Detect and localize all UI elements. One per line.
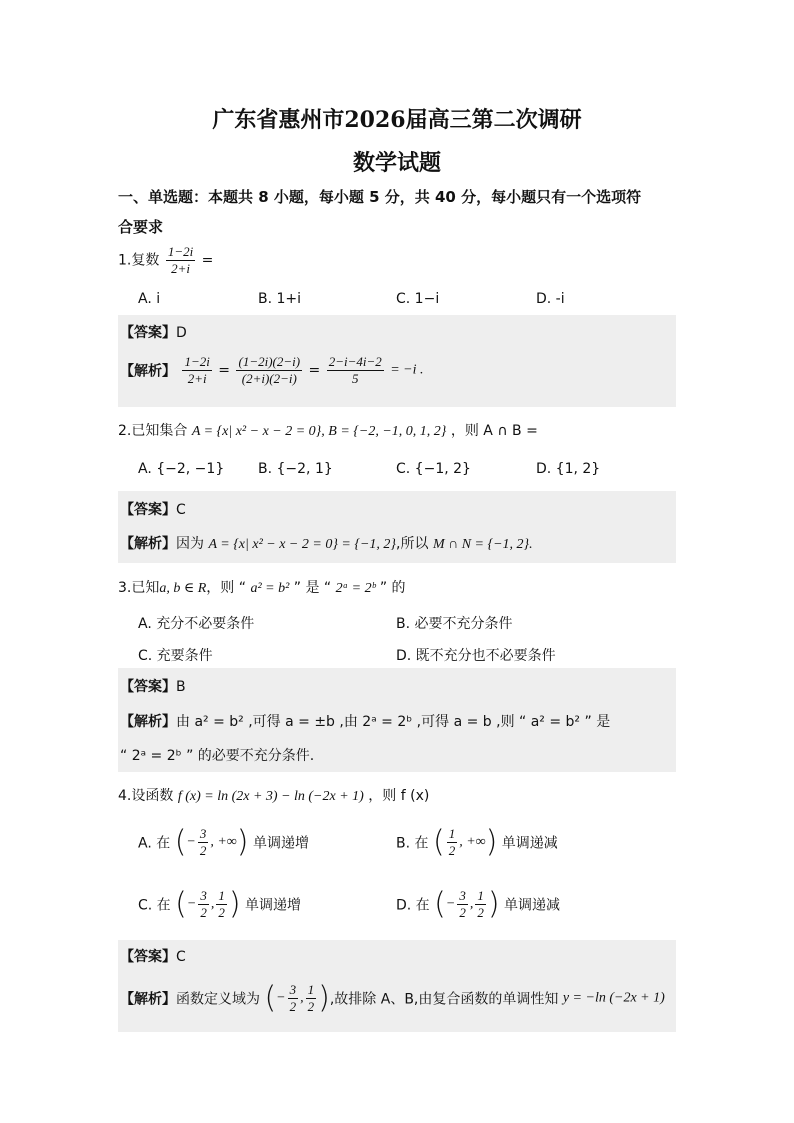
q3-expr2: 2ᵃ = 2ᵇ bbox=[335, 581, 376, 596]
q4-d-n2: 1 bbox=[477, 888, 484, 903]
q4-a-post: 单调递增 bbox=[252, 835, 309, 852]
q3-option-b: B. 必要不充分条件 bbox=[396, 616, 513, 632]
q4-c-n2: 1 bbox=[218, 888, 225, 903]
q4-b-d: 2 bbox=[448, 843, 456, 858]
q1-an-frac2 bbox=[236, 354, 302, 387]
q1-an-frac1 bbox=[182, 354, 211, 387]
q4-c-post: 单调递增 bbox=[244, 897, 301, 914]
document-subtitle: 数学试题 bbox=[352, 150, 441, 176]
q2-an-a: 因为 bbox=[176, 536, 204, 552]
q4-d-pre: D. 在 bbox=[396, 897, 430, 914]
question-2 bbox=[118, 420, 538, 440]
q4-analysis: 【解析】函数定义域为 (− $\frac{3}{2}$ , $\frac{1}{2}$ ),故排除 A、B,由复合函数的单调性知 y = −ln (−2x + 1) bbox=[120, 980, 665, 1016]
q2-an-c: ,所以 bbox=[396, 536, 429, 552]
q3-mid3: ” 的 bbox=[379, 580, 406, 596]
paren-left: ( bbox=[174, 824, 187, 860]
q2-option-d: D. {1, 2} bbox=[536, 461, 601, 477]
answer-label: 【答案】 bbox=[120, 679, 176, 695]
paren-right: ) bbox=[318, 980, 330, 1016]
q4-d-n1: 3 bbox=[459, 888, 466, 903]
q1-option-a: A. i bbox=[138, 291, 161, 307]
q4-d-frac1 bbox=[457, 888, 468, 921]
q4-b-n: 1 bbox=[448, 826, 456, 841]
document-title: 广东省惠州市2026届高三第二次调研 bbox=[212, 107, 582, 133]
q3-mid2: ” 是 “ bbox=[293, 580, 332, 596]
q3-an-line1: 由 a² = b² ,可得 a = ±b ,由 2ᵃ = 2ᵇ ,可得 a = b ,则 “ a² = b² ” 是 bbox=[176, 714, 611, 730]
q1-an-f3d: 5 bbox=[351, 371, 359, 386]
q4-c-frac1 bbox=[198, 888, 209, 921]
q3-answer bbox=[120, 676, 186, 696]
q1-option-b: B. 1+i bbox=[258, 291, 302, 307]
paren-right: ) bbox=[485, 824, 498, 860]
q4-b-pre: B. 在 bbox=[396, 835, 429, 852]
q3-analysis-cont: “ 2ᵃ = 2ᵇ ” 的必要不充分条件. bbox=[120, 748, 315, 764]
paren-left: ( bbox=[432, 824, 445, 860]
q1-answer bbox=[120, 322, 187, 342]
q4-an-n2: 1 bbox=[307, 982, 315, 997]
answer-label: 【答案】 bbox=[120, 502, 176, 518]
q4-c-n1: 3 bbox=[200, 888, 207, 903]
q4-an-b: ,故排除 A、B,由复合函数的单调性知 bbox=[329, 991, 559, 1008]
analysis-label: 【解析】 bbox=[120, 714, 176, 730]
q1-an-f3n: 2−i−4i−2 bbox=[328, 354, 382, 369]
q4-a-n: 3 bbox=[199, 826, 207, 841]
q2-set-a: A = {x| x² − x − 2 = 0} bbox=[191, 424, 322, 439]
q1-an-f1n: 1−2i bbox=[184, 354, 210, 369]
q4-c-d1: 2 bbox=[200, 905, 207, 920]
paren-left: ( bbox=[434, 886, 446, 922]
q4-a-d: 2 bbox=[199, 843, 207, 858]
q1-an-f1d: 2+i bbox=[187, 371, 207, 386]
q2-option-b: B. {−2, 1} bbox=[258, 461, 333, 477]
q1-option-c: C. 1−i bbox=[396, 291, 440, 307]
q4-an-a: 函数定义域为 bbox=[176, 991, 260, 1008]
q3-option-d: D. 既不充分也不必要条件 bbox=[396, 648, 556, 664]
q2-ask: ，则 A ∩ B = bbox=[450, 423, 538, 439]
q3-option-a: A. 充分不必要条件 bbox=[138, 616, 255, 632]
q4-answer-value: C bbox=[176, 949, 186, 965]
q2-option-a: A. {−2, −1} bbox=[138, 461, 225, 477]
question-3 bbox=[118, 577, 406, 597]
q2-analysis bbox=[120, 533, 533, 553]
q1-an-f2d: (2+i)(2−i) bbox=[241, 371, 297, 386]
q4-b-frac bbox=[447, 826, 458, 859]
q3-mid1: ，则 “ bbox=[206, 580, 246, 596]
q4-option-a: A. 在 (− $\frac{3}{2}$ , +∞) 单调递增 bbox=[138, 824, 309, 860]
q4-a-rest: , +∞ bbox=[210, 834, 237, 850]
answer-label: 【答案】 bbox=[120, 949, 176, 965]
q4-d-post: 单调递减 bbox=[503, 897, 560, 914]
q2-option-c: C. {−1, 2} bbox=[396, 461, 471, 477]
q4-an-frac2 bbox=[306, 982, 317, 1015]
q1-answer-value: D bbox=[176, 325, 187, 341]
answer-label: 【答案】 bbox=[120, 325, 176, 341]
question-1 bbox=[118, 244, 213, 277]
q4-d-frac2 bbox=[475, 888, 486, 921]
paren-left: ( bbox=[175, 886, 187, 922]
q4-b-post: 单调递减 bbox=[501, 835, 558, 852]
q4-an-c: y = −ln (−2x + 1) bbox=[562, 990, 665, 1006]
q4-an-n1: 3 bbox=[289, 982, 297, 997]
q2-an-b: A = {x| x² − x − 2 = 0} = {−1, 2} bbox=[208, 537, 397, 552]
q2-set-b: , B = {−2, −1, 0, 1, 2} bbox=[321, 424, 447, 439]
q1-analysis bbox=[120, 354, 424, 387]
q1-eq: = bbox=[201, 252, 214, 269]
q3-prefix: 3.已知 bbox=[118, 580, 160, 596]
q1-an-eq2: = bbox=[308, 362, 321, 379]
q4-c-pre: C. 在 bbox=[138, 897, 171, 914]
q1-an-f2n: (1−2i)(2−i) bbox=[238, 354, 301, 369]
q1-frac-den: 2+i bbox=[171, 261, 190, 276]
q4-b-rest: , +∞ bbox=[459, 834, 486, 850]
q4-d-d2: 2 bbox=[477, 905, 484, 920]
paren-right: ) bbox=[236, 824, 249, 860]
analysis-label: 【解析】 bbox=[120, 991, 176, 1008]
q3-answer-value: B bbox=[176, 679, 186, 695]
q1-an-frac3 bbox=[327, 354, 384, 387]
q1-fraction bbox=[166, 244, 195, 277]
q4-c-frac2 bbox=[216, 888, 227, 921]
question-4 bbox=[118, 785, 429, 805]
q3-option-c: C. 充要条件 bbox=[138, 648, 213, 664]
q4-an-d1: 2 bbox=[289, 999, 297, 1014]
analysis-label: 【解析】 bbox=[120, 536, 176, 552]
q4-d-d1: 2 bbox=[459, 905, 466, 920]
paren-left: ( bbox=[264, 980, 277, 1016]
q1-an-eq1: = bbox=[218, 362, 231, 379]
q4-ask: ，则 f (x) bbox=[368, 788, 430, 804]
q2-an-d: M ∩ N = {−1, 2}. bbox=[432, 537, 533, 552]
q4-option-d: D. 在 (− $\frac{3}{2}$ , $\frac{1}{2}$ ) 单调递减 bbox=[396, 886, 560, 922]
q4-an-d2: 2 bbox=[307, 999, 315, 1014]
q4-an-frac1 bbox=[288, 982, 299, 1015]
q1-frac-num: 1−2i bbox=[167, 244, 194, 259]
q2-prefix: 2.已知集合 bbox=[118, 423, 188, 439]
q4-c-d2: 2 bbox=[218, 905, 225, 920]
q2-answer-value: C bbox=[176, 502, 186, 518]
q1-an-tail: = −i . bbox=[390, 362, 424, 378]
section-heading: 一、单选题：本题共 8 小题，每小题 5 分，共 40 分，每小题只有一个选项符 bbox=[118, 188, 642, 206]
paren-right: ) bbox=[487, 886, 500, 922]
q4-answer bbox=[120, 946, 186, 966]
q4-a-pre: A. 在 bbox=[138, 835, 171, 852]
q2-answer bbox=[120, 499, 186, 519]
q3-cond: a, b ∈ R bbox=[159, 581, 207, 596]
q3-expr1: a² = b² bbox=[250, 581, 290, 596]
q4-a-frac bbox=[198, 826, 209, 859]
q4-option-c: C. 在 (− $\frac{3}{2}$ , $\frac{1}{2}$ ) 单调递增 bbox=[138, 886, 301, 922]
q4-option-b bbox=[396, 826, 558, 859]
section-heading-cont: 合要求 bbox=[118, 218, 164, 236]
q1-prefix: 1.复数 bbox=[118, 252, 160, 269]
q4-prefix: 4.设函数 bbox=[118, 788, 174, 804]
paren-right: ) bbox=[228, 886, 241, 922]
q4-function: f (x) = ln (2x + 3) − ln (−2x + 1) bbox=[177, 789, 364, 804]
q3-analysis bbox=[120, 711, 610, 731]
analysis-label: 【解析】 bbox=[120, 363, 176, 380]
q1-option-d: D. -i bbox=[536, 291, 565, 307]
